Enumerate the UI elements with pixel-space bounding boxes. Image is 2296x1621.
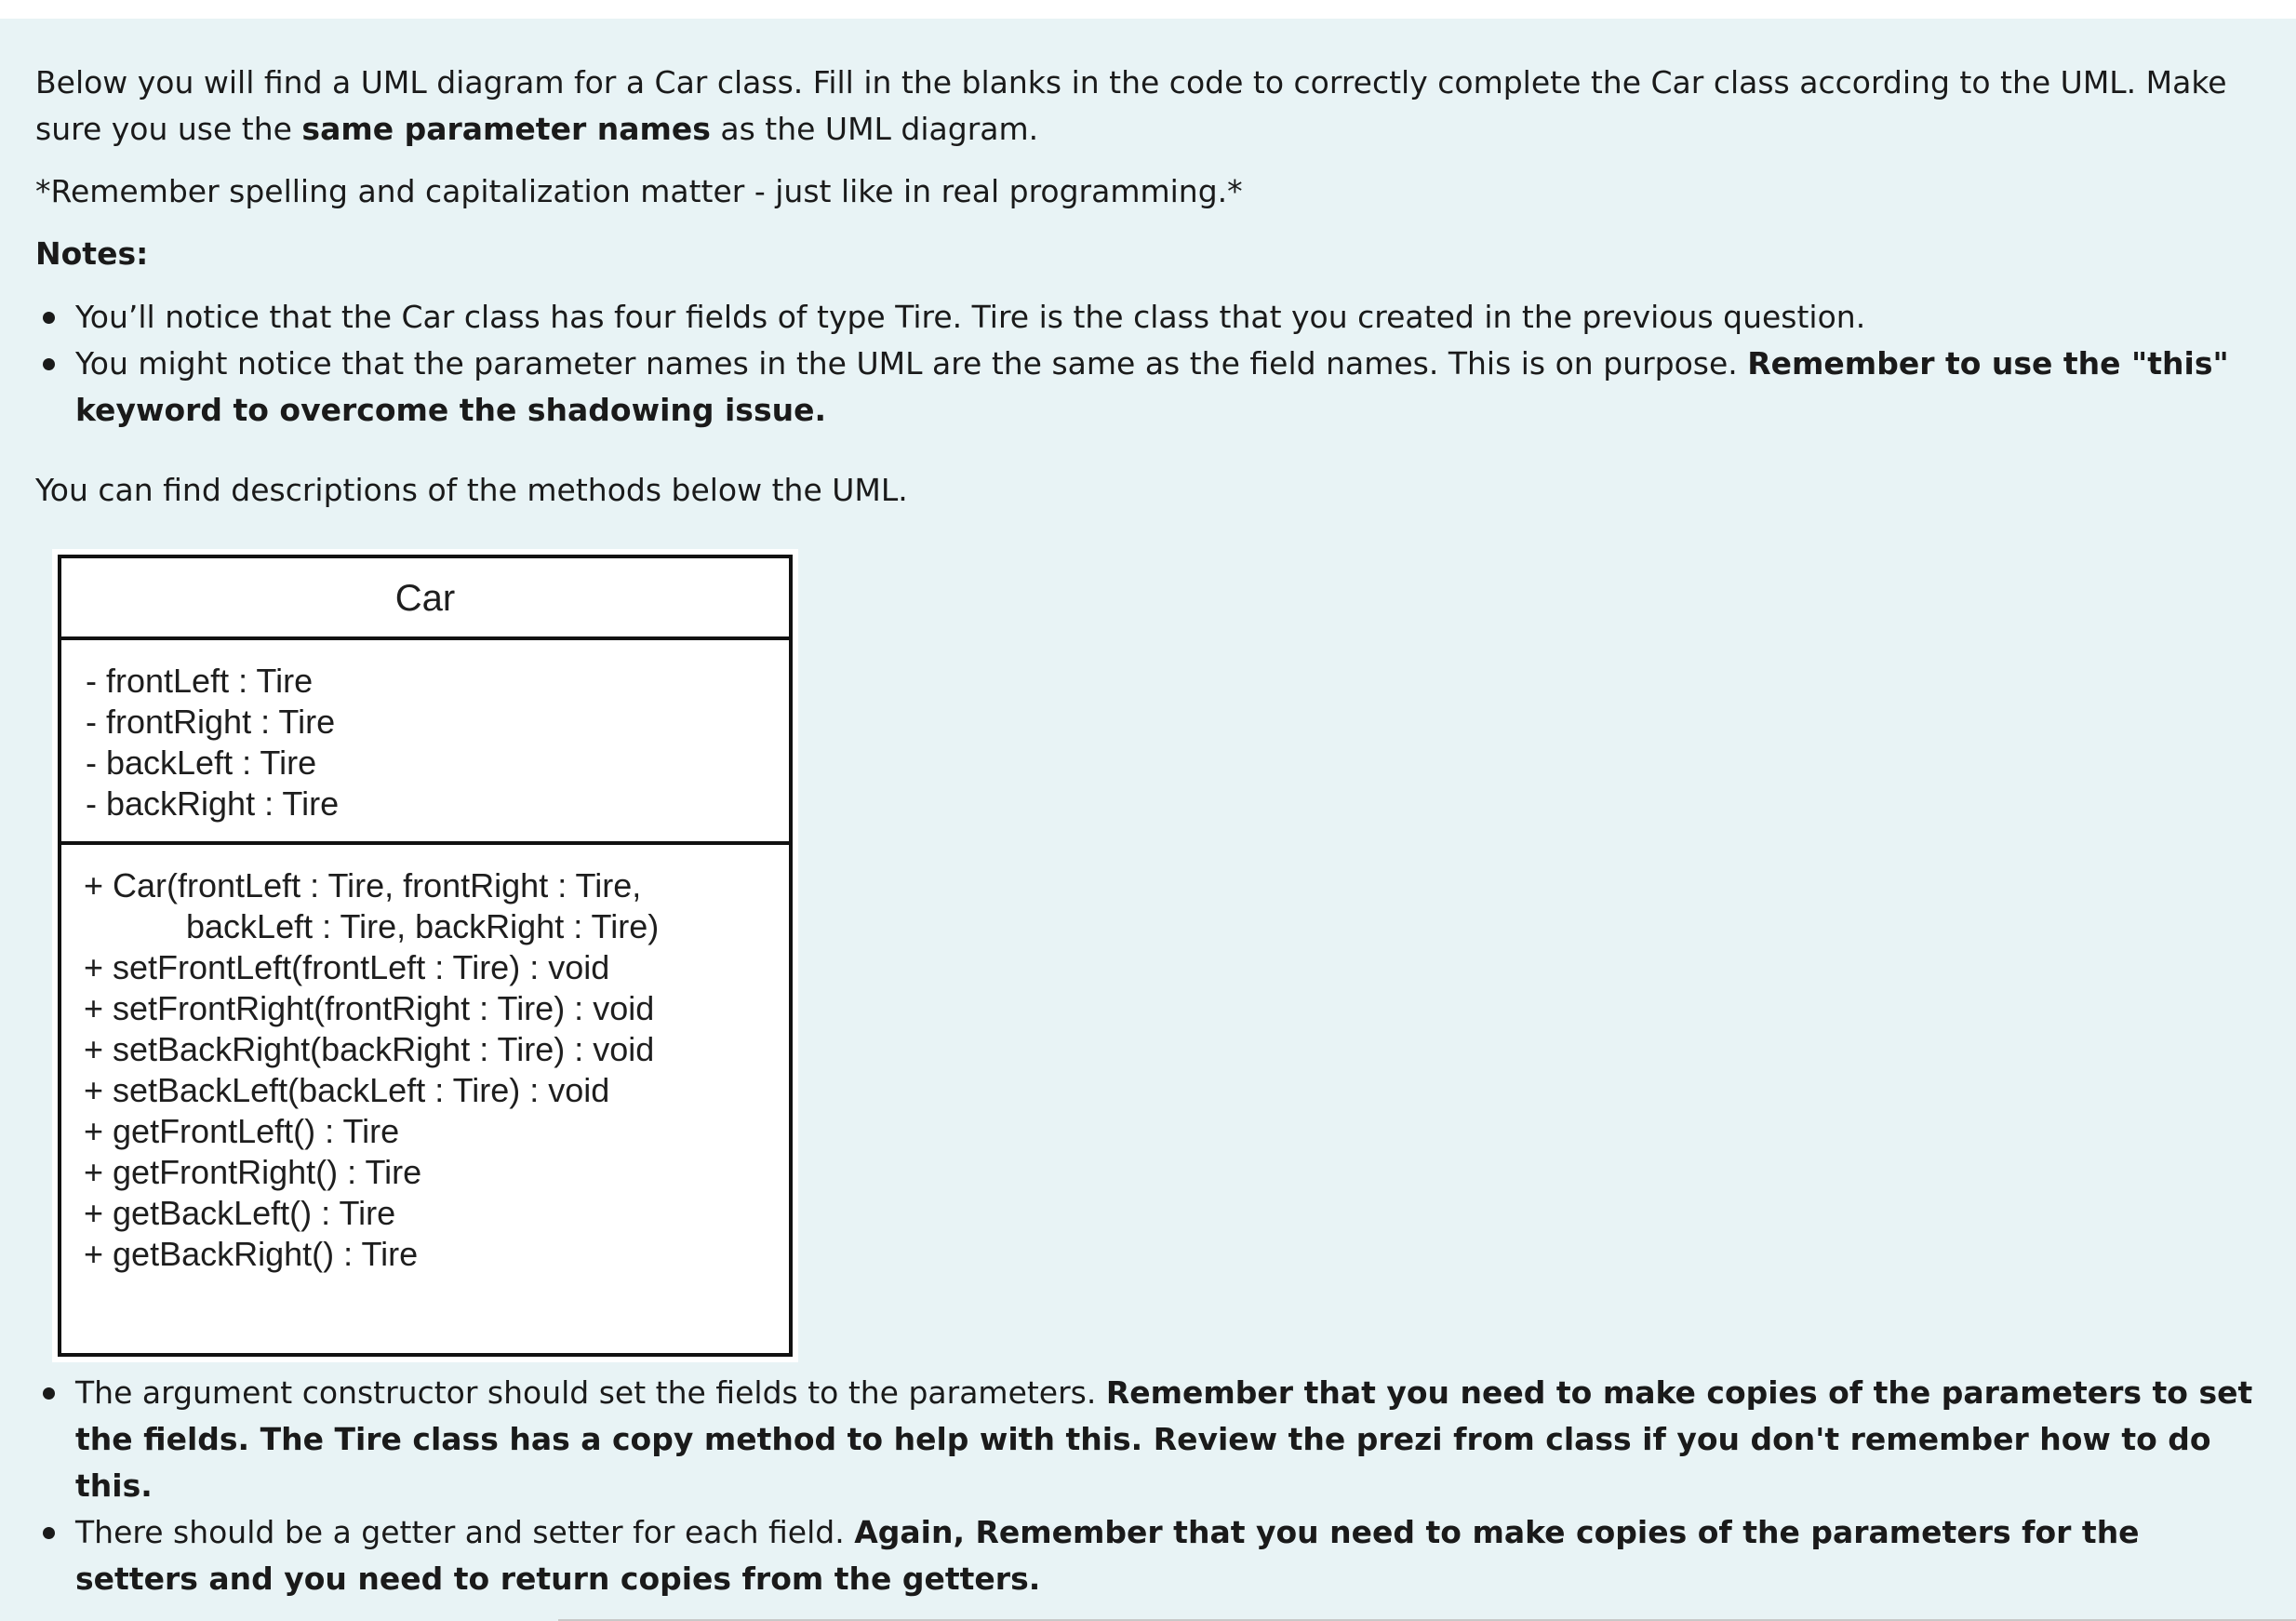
uml-fields-section (61, 640, 789, 845)
question-panel (0, 19, 2296, 1621)
note-text: You’ll notice that the Car class has four fields of type Tire. Tire is the class that you created in the previous question. (75, 299, 1866, 335)
uml-field: - frontRight : Tire (86, 703, 336, 741)
description-bold-text: Again, Remember that you need to make copies of the parameters for the setters and you need to return copies from the getters. (75, 1514, 2140, 1597)
uml-method: + setFrontRight(frontRight : Tire) : void (84, 989, 655, 1027)
bullet-icon (43, 312, 55, 324)
intro-bold-text: same parameter names (301, 111, 711, 147)
uml-method: + getBackRight() : Tire (84, 1235, 419, 1273)
uml-field: - backLeft : Tire (86, 744, 317, 782)
uml-diagram (52, 549, 798, 1362)
bullet-icon (43, 1387, 55, 1400)
uml-constructor-continued: backLeft : Tire, backRight : Tire) (186, 907, 660, 945)
methods-intro-paragraph: You can find descriptions of the methods below the UML. (35, 472, 908, 508)
reminder-paragraph: *Remember spelling and capitalization matter - just like in real programming.* (35, 173, 1243, 209)
uml-class-name: Car (61, 558, 789, 640)
uml-methods-section (61, 845, 789, 1275)
uml-method: + setBackRight(backRight : Tire) : void (84, 1030, 655, 1068)
intro-text-2: as the UML diagram. (710, 111, 1039, 147)
intro-paragraph (35, 60, 2268, 153)
uml-constructor: + Car(frontLeft : Tire, frontRight : Tire, (84, 866, 642, 904)
list-item (35, 294, 2268, 341)
description-text: There should be a getter and setter for each field. (75, 1514, 855, 1550)
method-descriptions-list (35, 1370, 2268, 1602)
list-item (35, 1509, 2268, 1602)
description-bold-text: Remember that you need to make copies of the parameters to set the fields. The Tire class has a copy method to help with this. Review the prezi from class if you don't remember how to do this. (75, 1374, 2253, 1504)
list-item (35, 341, 2268, 434)
uml-method: + getBackLeft() : Tire (84, 1194, 396, 1232)
uml-field: - backRight : Tire (86, 784, 340, 823)
note-text: You might notice that the parameter names in the UML are the same as the field names. This is on purpose. (75, 345, 1748, 382)
intro-text-1: Below you will find a UML diagram for a Car class. Fill in the blanks in the code to correctly complete the Car class according to the UML. Make sure you use the (35, 64, 2227, 147)
list-item (35, 1370, 2268, 1509)
uml-method: + setBackLeft(backLeft : Tire) : void (84, 1071, 610, 1109)
uml-class-box (58, 555, 793, 1357)
notes-list (35, 294, 2268, 434)
notes-heading: Notes: (35, 235, 149, 272)
uml-field: - frontLeft : Tire (86, 662, 314, 700)
description-text: The argument constructor should set the fields to the parameters. (75, 1374, 1106, 1411)
bullet-icon (43, 358, 55, 370)
uml-method: + getFrontRight() : Tire (84, 1153, 422, 1191)
uml-method: + getFrontLeft() : Tire (84, 1112, 400, 1150)
note-bold-text: Remember to use the "this" keyword to overcome the shadowing issue. (75, 345, 2229, 428)
top-strip (0, 0, 2296, 19)
bullet-icon (43, 1527, 55, 1539)
uml-method: + setFrontLeft(frontLeft : Tire) : void (84, 948, 610, 986)
